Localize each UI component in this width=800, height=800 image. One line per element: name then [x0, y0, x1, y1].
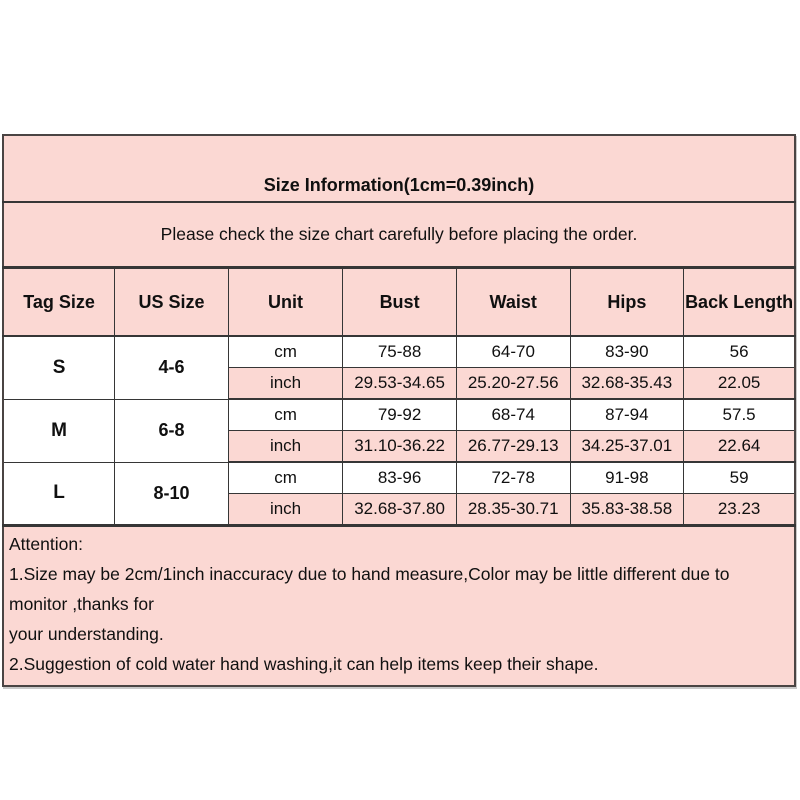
s-cm-back-length-value: 56: [684, 336, 795, 368]
unit-label-cm: cm: [228, 462, 342, 494]
s-cm-waist-value: 64-70: [456, 336, 570, 368]
s-cm-hips-value: 83-90: [570, 336, 684, 368]
m-cm-back-length-value: 57.5: [684, 399, 795, 431]
column-header-bust: Bust: [343, 268, 457, 337]
m-inch-waist-value: 26.77-29.13: [456, 431, 570, 463]
attention-row: [3, 526, 795, 687]
size-chart-title: Size Information(1cm=0.39inch): [3, 135, 795, 202]
us-size-l: 8-10: [115, 462, 229, 526]
attention-note-line-2: your understanding.: [9, 624, 164, 644]
column-header-hips: Hips: [570, 268, 684, 337]
column-header-tag-size: Tag Size: [3, 268, 115, 337]
column-header-row: [3, 268, 795, 337]
tag-size-s: S: [3, 336, 115, 399]
table-row-l-cm: [3, 462, 795, 494]
l-cm-bust-value: 83-96: [343, 462, 457, 494]
m-cm-bust-value: 79-92: [343, 399, 457, 431]
unit-label-cm: cm: [228, 336, 342, 368]
l-cm-hips-value: 91-98: [570, 462, 684, 494]
unit-label-inch: inch: [228, 368, 342, 400]
m-inch-hips-value: 34.25-37.01: [570, 431, 684, 463]
table-row-m-cm: [3, 399, 795, 431]
s-inch-waist-value: 25.20-27.56: [456, 368, 570, 400]
m-inch-back-length-value: 22.64: [684, 431, 795, 463]
l-cm-waist-value: 72-78: [456, 462, 570, 494]
attention-note-line-3: 2.Suggestion of cold water hand washing,it can help items keep their shape.: [9, 654, 599, 674]
s-inch-bust-value: 29.53-34.65: [343, 368, 457, 400]
m-cm-waist-value: 68-74: [456, 399, 570, 431]
attention-note-line-1: 1.Size may be 2cm/1inch inaccuracy due to hand measure,Color may be little different due to monitor ,thanks for: [9, 564, 730, 614]
column-header-back-length: Back Length: [684, 268, 795, 337]
l-inch-hips-value: 35.83-38.58: [570, 494, 684, 526]
column-header-waist: Waist: [456, 268, 570, 337]
l-inch-bust-value: 32.68-37.80: [343, 494, 457, 526]
size-chart-table: [2, 134, 796, 687]
title-row: [3, 135, 795, 202]
subtitle-row: [3, 202, 795, 268]
tag-size-l: L: [3, 462, 115, 526]
l-cm-back-length-value: 59: [684, 462, 795, 494]
unit-label-cm: cm: [228, 399, 342, 431]
us-size-m: 6-8: [115, 399, 229, 462]
column-header-unit: Unit: [228, 268, 342, 337]
unit-label-inch: inch: [228, 494, 342, 526]
table-row-s-cm: [3, 336, 795, 368]
size-chart-subtitle: Please check the size chart carefully before placing the order.: [3, 202, 795, 268]
s-cm-bust-value: 75-88: [343, 336, 457, 368]
l-inch-waist-value: 28.35-30.71: [456, 494, 570, 526]
s-inch-back-length-value: 22.05: [684, 368, 795, 400]
attention-heading: Attention:: [9, 534, 83, 554]
s-inch-hips-value: 32.68-35.43: [570, 368, 684, 400]
column-header-us-size: US Size: [115, 268, 229, 337]
attention-note: [3, 526, 795, 687]
m-cm-hips-value: 87-94: [570, 399, 684, 431]
unit-label-inch: inch: [228, 431, 342, 463]
us-size-s: 4-6: [115, 336, 229, 399]
tag-size-m: M: [3, 399, 115, 462]
m-inch-bust-value: 31.10-36.22: [343, 431, 457, 463]
l-inch-back-length-value: 23.23: [684, 494, 795, 526]
